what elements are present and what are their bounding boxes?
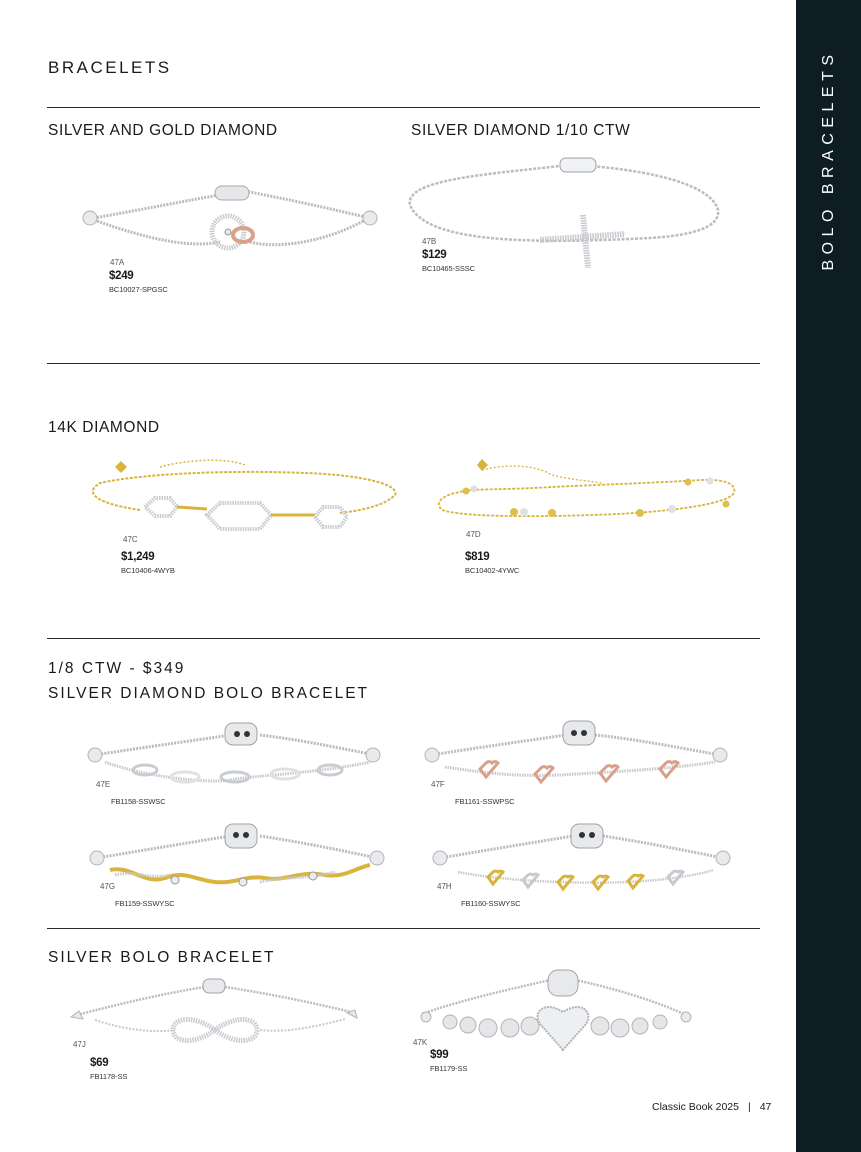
product-sku: BC10027-SPGSC	[109, 285, 168, 294]
footer-separator: |	[747, 1101, 751, 1113]
section-heading-silver-gold-diamond: SILVER AND GOLD DIAMOND	[48, 122, 278, 139]
product-code: 47H	[437, 882, 452, 891]
product-code: 47J	[73, 1040, 86, 1049]
bracelet-image-47b	[400, 150, 730, 270]
product-sku: FB1161-SSWPSC	[455, 797, 515, 806]
product-code: 47C	[123, 535, 138, 544]
product-code: 47E	[96, 780, 111, 789]
section-heading-silver-diamond-ctw: SILVER DIAMOND 1/10 CTW	[411, 122, 631, 139]
product-sku: BC10406-4WYB	[121, 566, 175, 575]
section-heading-ctw-price: 1/8 CTW - $349	[48, 660, 186, 677]
product-price: $249	[109, 270, 134, 282]
product-code: 47F	[431, 780, 445, 789]
divider	[47, 107, 760, 108]
page-footer	[652, 1101, 771, 1113]
bracelet-image-47h	[428, 820, 733, 900]
bracelet-image-47j	[65, 975, 370, 1060]
product-sku: BC10402-4YWC	[465, 566, 520, 575]
product-code: 47K	[413, 1038, 428, 1047]
page-number: 47	[759, 1101, 772, 1113]
product-price: $1,249	[121, 551, 155, 563]
product-sku: FB1179-SS	[430, 1064, 468, 1073]
product-price: $99	[430, 1049, 449, 1061]
product-sku: FB1159-SSWYSC	[115, 899, 175, 908]
bracelet-image-47k	[410, 962, 700, 1057]
divider	[47, 928, 760, 929]
bracelet-image-47f	[420, 717, 730, 792]
product-sku: FB1178-SS	[90, 1072, 128, 1081]
product-code: 47A	[110, 258, 125, 267]
product-code: 47B	[422, 237, 437, 246]
product-price: $69	[90, 1057, 109, 1069]
divider	[47, 363, 760, 364]
divider	[47, 638, 760, 639]
product-sku: FB1158-SSWSC	[111, 797, 166, 806]
product-code: 47G	[100, 882, 116, 891]
sidebar-title: BOLO BRACELETS	[820, 49, 837, 271]
product-price: $819	[465, 551, 490, 563]
product-sku: FB1160-SSWYSC	[461, 899, 521, 908]
footer-book-title: Classic Book 2025	[652, 1101, 739, 1113]
product-code: 47D	[466, 530, 481, 539]
section-heading-14k-diamond: 14K DIAMOND	[48, 419, 160, 436]
product-sku: BC10465-SSSC	[422, 264, 475, 273]
bracelet-image-47a	[80, 180, 380, 270]
product-price: $129	[422, 249, 447, 261]
page-title: BRACELETS	[48, 58, 172, 77]
section-heading-silver-bolo: SILVER BOLO BRACELET	[48, 949, 276, 966]
bracelet-image-47d	[432, 455, 742, 530]
bracelet-image-47c	[85, 455, 405, 545]
section-heading-silver-diamond-bolo: SILVER DIAMOND BOLO BRACELET	[48, 685, 369, 702]
bracelet-image-47e	[85, 717, 385, 792]
bracelet-image-47g	[85, 820, 385, 900]
